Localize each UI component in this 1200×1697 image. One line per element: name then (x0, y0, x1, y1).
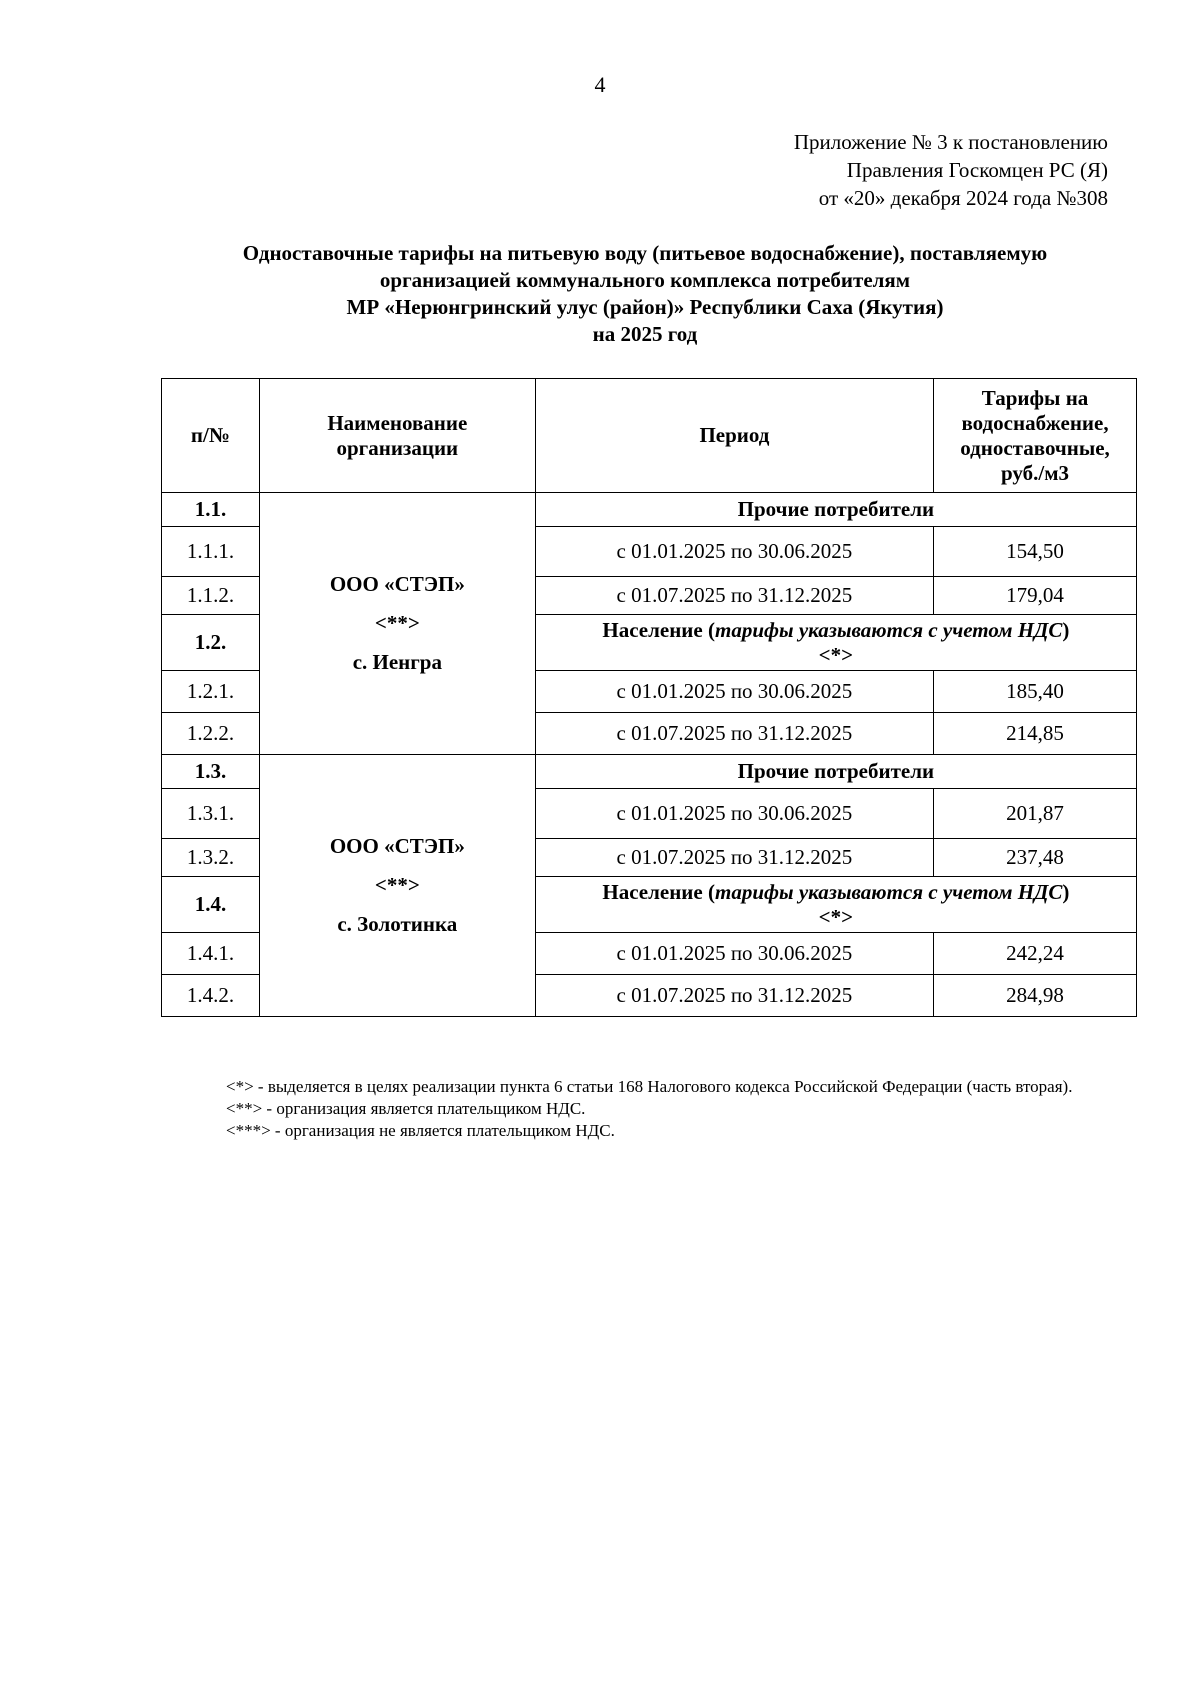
section-num: 1.3. (162, 755, 260, 789)
section-label-italic: тарифы указываются с учетом НДС (714, 617, 1063, 642)
row-period: с 01.07.2025 по 31.12.2025 (535, 713, 933, 755)
section-num: 1.4. (162, 877, 260, 933)
org-place: с. Золотинка (337, 912, 458, 936)
row-tariff: 284,98 (934, 975, 1137, 1017)
row-tariff: 242,24 (934, 933, 1137, 975)
section-row (162, 755, 1137, 789)
org-cell (259, 755, 535, 1017)
row-tariff: 154,50 (934, 527, 1137, 577)
annex-line: Правления Госкомцен РС (Я) (846, 158, 1108, 182)
title-line: организацией коммунального комплекса потребителям (379, 268, 911, 292)
row-num: 1.1.1. (162, 527, 260, 577)
row-period: с 01.01.2025 по 30.06.2025 (535, 527, 933, 577)
row-tariff: 214,85 (934, 713, 1137, 755)
row-tariff: 237,48 (934, 839, 1137, 877)
row-num: 1.3.2. (162, 839, 260, 877)
header-num: п/№ (162, 379, 260, 493)
org-cell (259, 493, 535, 755)
row-tariff: 185,40 (934, 671, 1137, 713)
footnote: <***> - организация не является плательщиком НДС. (226, 1121, 615, 1140)
row-period: с 01.07.2025 по 31.12.2025 (535, 975, 933, 1017)
document-title (150, 240, 1140, 348)
footnotes (174, 1076, 1126, 1142)
section-label (535, 615, 1136, 671)
row-period: с 01.01.2025 по 30.06.2025 (535, 933, 933, 975)
title-line: МР «Нерюнгринский улус (район)» Республики Саха (Якутия) (346, 295, 944, 319)
footnote: <**> - организация является плательщиком НДС. (226, 1099, 586, 1118)
row-num: 1.2.2. (162, 713, 260, 755)
row-num: 1.3.1. (162, 789, 260, 839)
title-line: Одноставочные тарифы на питьевую воду (питьевое водоснабжение), поставляемую (242, 241, 1048, 265)
section-label (535, 877, 1136, 933)
section-label-mark: <*> (818, 904, 854, 929)
row-tariff: 179,04 (934, 577, 1137, 615)
header-tariff: Тарифы на водоснабжение, одноставочные, руб./м3 (934, 379, 1137, 493)
annex-line: от «20» декабря 2024 года №308 (818, 186, 1108, 210)
section-row (162, 493, 1137, 527)
section-label-text: Население ( (602, 617, 715, 642)
org-place: с. Иенгра (352, 650, 442, 674)
org-mark: <**> (374, 873, 420, 897)
title-line: на 2025 год (592, 322, 698, 346)
page-number: 4 (594, 72, 606, 97)
row-period: с 01.07.2025 по 31.12.2025 (535, 577, 933, 615)
annex-line: Приложение № 3 к постановлению (793, 130, 1108, 154)
section-label-end: ) (1062, 617, 1070, 642)
section-label: Прочие потребители (535, 493, 1136, 527)
header-org: Наименование организации (259, 379, 535, 493)
row-period: с 01.07.2025 по 31.12.2025 (535, 839, 933, 877)
row-period: с 01.01.2025 по 30.06.2025 (535, 789, 933, 839)
section-num: 1.1. (162, 493, 260, 527)
row-num: 1.4.2. (162, 975, 260, 1017)
section-num: 1.2. (162, 615, 260, 671)
row-tariff: 201,87 (934, 789, 1137, 839)
row-num: 1.1.2. (162, 577, 260, 615)
org-name: ООО «СТЭП» (329, 834, 465, 858)
table-header-row (162, 379, 1137, 493)
section-label-text: Население ( (602, 879, 715, 904)
row-period: с 01.01.2025 по 30.06.2025 (535, 671, 933, 713)
org-name: ООО «СТЭП» (329, 572, 465, 596)
annex-reference (794, 128, 1108, 212)
section-label: Прочие потребители (535, 755, 1136, 789)
footnote: <*> - выделяется в целях реализации пункта 6 статьи 168 Налогового кодекса Российской Федерации (часть вторая). (226, 1077, 1073, 1096)
section-label-end: ) (1062, 879, 1070, 904)
tariff-table (161, 378, 1137, 1017)
org-mark: <**> (374, 611, 420, 635)
row-num: 1.4.1. (162, 933, 260, 975)
section-label-italic: тарифы указываются с учетом НДС (714, 879, 1063, 904)
row-num: 1.2.1. (162, 671, 260, 713)
header-period: Период (535, 379, 933, 493)
section-label-mark: <*> (818, 642, 854, 667)
